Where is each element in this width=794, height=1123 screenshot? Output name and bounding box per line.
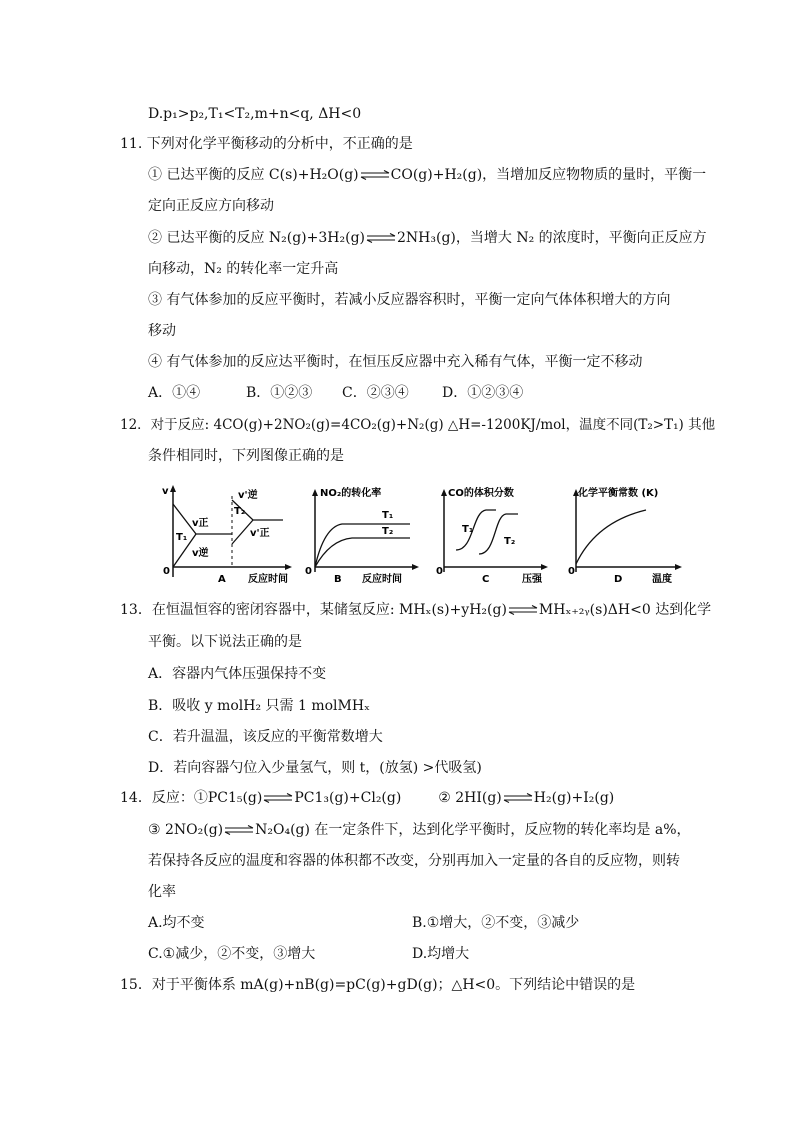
graph-c-origin: 0 [436,566,443,577]
equilibrium-arrow-icon [503,793,533,803]
q14-line-4: 化率 [148,884,176,900]
graph-c-letter: C [482,574,490,585]
q11-statement-3-cont: 移动 [148,323,176,339]
q11-statement-1-cont: 定向正反应方向移动 [148,198,274,214]
graph-c[interactable] [434,482,564,587]
graph-a-x-label: 反应时间 [248,574,288,585]
equilibrium-arrow-icon [366,233,396,243]
q14-option-a[interactable]: A.均不变 [148,915,205,931]
graph-b[interactable] [300,482,425,587]
q11-statement-3: ③ 有气体参加的反应平衡时，若减小反应器容积时，平衡一定向气体体积增大的方向 [148,292,671,308]
q13-stem-cont: 平衡。以下说法正确的是 [148,634,302,650]
equilibrium-arrow-icon [224,825,254,835]
graph-d-letter: D [614,574,623,585]
q13-option-a[interactable]: A．容器内气体压强保持不变 [148,666,327,682]
q14-stem: 14．反应：①PC1₅(g) PC1₃(g)+Cl₂(g) ② 2HI(g) H₂(g)+I₂(g) [120,790,615,806]
graph-a-v-reverse: v逆 [192,548,209,559]
graph-a-y-label: v [162,486,169,497]
graph-a-letter: A [218,574,226,585]
graph-a-v-forward-2: v'正 [250,528,270,539]
graph-b-t2: T₂ [382,526,394,537]
graph-d[interactable] [566,482,696,587]
q14-option-d[interactable]: D.均增大 [412,946,470,962]
q14-option-b[interactable]: B.①增大，②不变，③减少 [412,915,580,931]
graph-a-origin: 0 [163,566,170,577]
q14-line-3: 若保持各反应的温度和容器的体积都不改变，分别再加入一定量的各自的反应物，则转 [148,853,680,869]
graph-c-t1: T₁ [462,524,474,535]
q11-statement-4: ④ 有气体参加的反应达平衡时，在恒压反应器中充入稀有气体，平衡一定不移动 [148,354,643,370]
graph-d-y-label: 化学平衡常数 (K) [578,488,659,499]
q11-statement-2-cont: 向移动，N₂ 的转化率一定升高 [148,261,339,277]
graph-a[interactable] [158,482,298,587]
q13-option-c[interactable]: C．若升温温，该反应的平衡常数增大 [148,729,383,745]
graph-b-origin: 0 [305,566,312,577]
q13-option-b[interactable]: B．吸收 y molH₂ 只需 1 molMHₓ [148,698,371,714]
graph-a-v-reverse-2: v'逆 [238,490,258,501]
q11-option-d[interactable]: D．①②③④ [442,385,524,401]
graph-b-x-label: 反应时间 [362,574,402,585]
q14-line-2: ③ 2NO₂(g) N₂O₄(g) 在一定条件下，达到化学平衡时，反应物的转化率均是 a%， [148,822,691,838]
graph-c-y-label: CO的体积分数 [448,488,514,499]
q11-option-c[interactable]: C．②③④ [342,385,409,401]
q11-option-a[interactable]: A．①④ [148,385,201,401]
q13-stem: 13．在恒温恒容的密闭容器中，某储氢反应: MHₓ(s)+yH₂(g) MHₓ₊₂ᵧ(s)ΔH<0 达到化学 [120,602,712,618]
graph-b-t1: T₁ [382,510,394,521]
equilibrium-arrow-icon [263,793,293,803]
q11-statement-2: ② 已达平衡的反应 N₂(g)+3H₂(g) 2NH₃(g)，当增大 N₂ 的浓度时，平衡向正反应方 [148,230,707,246]
equilibrium-arrow-icon [508,605,538,615]
q11-option-b[interactable]: B．①②③ [246,385,313,401]
graph-a-t2: T₂ [234,506,246,517]
graph-c-t2: T₂ [504,536,516,547]
q11-stem: 11. 下列对化学平衡移动的分析中，不正确的是 [120,136,413,152]
q12-stem-cont: 条件相同时，下列图像正确的是 [148,448,344,464]
q12-stem: 12．对于反应: 4CO(g)+2NO₂(g)=4CO₂(g)+N₂(g) △H=-1200KJ/mol，温度不同(T₂>T₁) 其他 [120,417,716,433]
q13-option-d[interactable]: D．若向容器勺位入少量氢气，则 t，(放氢) >代吸氢) [148,760,482,776]
graph-a-v-forward: v正 [192,518,209,529]
graph-b-letter: B [334,574,342,585]
graph-d-x-label: 温度 [652,574,672,585]
graph-b-y-label: NO₂的转化率 [320,488,382,499]
graph-d-origin: 0 [568,566,575,577]
prev-option-d: D.p₁>p₂,T₁<T₂,m+n<q, ΔH<0 [148,106,362,122]
graph-a-t1: T₁ [176,532,188,543]
q15-stem: 15．对于平衡体系 mA(g)+nB(g)=pC(g)+gD(g)；△H<0。下列结论中错误的是 [120,977,636,993]
q14-option-c[interactable]: C.①减少，②不变，③增大 [148,946,316,962]
equilibrium-arrow-icon [360,170,390,180]
q11-statement-1: ① 已达平衡的反应 C(s)+H₂O(g) CO(g)+H₂(g)，当增加反应物物质的量时，平衡一 [148,167,707,183]
graph-c-x-label: 压强 [522,574,542,585]
